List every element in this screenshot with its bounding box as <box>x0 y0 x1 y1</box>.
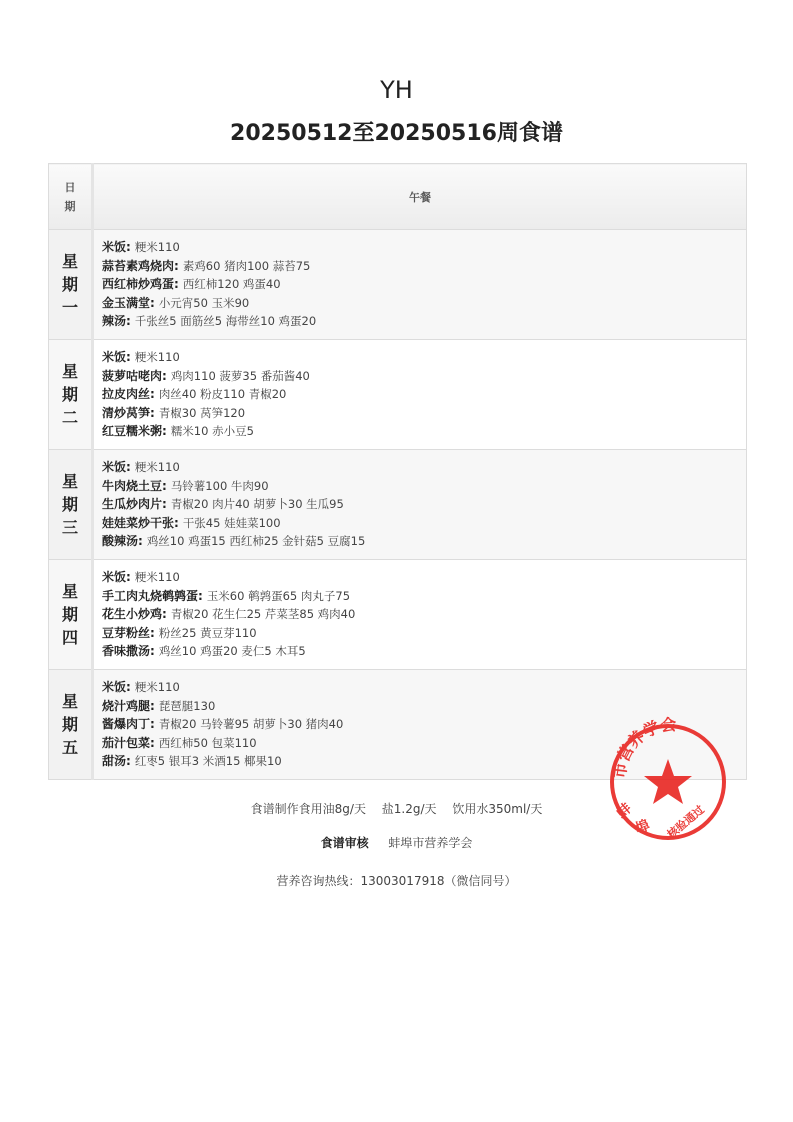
dish-ingredients: 鸡肉110 菠萝35 番茄酱40 <box>170 368 310 383</box>
weekday-char: 期 <box>61 385 78 404</box>
lunch-column-header: 午餐 <box>93 164 747 230</box>
table-row <box>49 230 747 340</box>
dish-line <box>102 495 738 514</box>
lunch-cell <box>93 340 747 450</box>
dish-line <box>102 587 738 606</box>
dish-name: 手工肉丸烧鹌鹑蛋: <box>102 588 203 603</box>
weekday-char: 星 <box>61 362 78 381</box>
dish-ingredients: 玉米60 鹌鹑蛋65 肉丸子75 <box>206 588 351 603</box>
svg-text:核验通过: 核验通过 <box>664 802 707 842</box>
weekday-char: 一 <box>61 298 78 317</box>
dish-line <box>102 458 738 477</box>
dish-name: 米饭: <box>102 240 131 254</box>
weekday-char: 期 <box>61 605 78 624</box>
weekday-char: 二 <box>61 408 78 427</box>
dish-ingredients: 干张45 娃娃菜100 <box>182 515 281 530</box>
dish-ingredients: 千张丝5 面筋丝5 海带丝10 鸡蛋20 <box>134 314 317 328</box>
official-seal-stamp <box>608 709 728 859</box>
dish-line <box>102 367 738 386</box>
dish-ingredients: 青椒20 马铃薯95 胡萝卜30 猪肉40 <box>158 717 344 731</box>
dish-ingredients: 粳米110 <box>134 240 180 254</box>
dish-name: 豆芽粉丝: <box>102 625 155 640</box>
seal-star-icon <box>644 759 692 804</box>
review-label: 食谱审核 <box>320 836 369 850</box>
svg-text:蚌: 蚌 <box>613 800 635 822</box>
weekday-cell <box>49 340 93 450</box>
dish-line <box>102 605 738 624</box>
weekday-char: 期 <box>61 275 78 294</box>
dish-ingredients: 鸡丝10 鸡蛋15 西红柿25 金针菇5 豆腐15 <box>146 534 366 548</box>
dish-name: 生瓜炒肉片: <box>102 497 167 511</box>
dish-line <box>102 257 738 276</box>
dish-name: 烧汁鸡腿: <box>102 698 155 713</box>
dish-ingredients: 西红柿120 鸡蛋40 <box>182 277 281 291</box>
dish-line <box>102 422 738 441</box>
dish-name: 拉皮肉丝: <box>102 387 155 401</box>
dish-name: 酸辣汤: <box>102 534 143 548</box>
dish-line <box>102 568 738 587</box>
weekday-char: 期 <box>61 715 78 734</box>
dish-name: 米饭: <box>102 570 131 584</box>
weekday-char: 五 <box>61 738 78 757</box>
dish-line <box>102 642 738 661</box>
dish-line <box>102 532 738 551</box>
weekday-char: 星 <box>61 472 78 491</box>
dish-name: 菠萝咕咾肉: <box>102 368 167 383</box>
dish-name: 牛肉烧土豆: <box>102 478 167 493</box>
svg-text:埠: 埠 <box>633 817 653 838</box>
dish-line <box>102 312 738 331</box>
dish-line <box>102 514 738 533</box>
dish-ingredients: 粉丝25 黄豆芽110 <box>158 625 257 640</box>
dish-line <box>102 275 738 294</box>
dish-name: 花生小炒鸡: <box>102 607 167 621</box>
weekday-cell <box>49 230 93 340</box>
dish-ingredients: 素鸡60 猪肉100 蒜苔75 <box>182 258 311 273</box>
dish-line <box>102 238 738 257</box>
lunch-cell <box>93 450 747 560</box>
dish-ingredients: 西红柿50 包菜110 <box>158 735 257 750</box>
dish-name: 茄汁包菜: <box>102 735 155 750</box>
dish-name: 金玉满堂: <box>102 295 155 310</box>
dish-ingredients: 鸡丝10 鸡蛋20 麦仁5 木耳5 <box>158 644 306 658</box>
table-row <box>49 560 747 670</box>
dish-name: 香味撒汤: <box>102 644 155 658</box>
dish-name: 酱爆肉丁: <box>102 717 155 731</box>
hotline: 营养咨询热线：13003017918（微信同号） <box>276 874 517 888</box>
dish-line <box>102 477 738 496</box>
dish-ingredients: 红枣5 银耳3 米酒15 椰果10 <box>134 754 282 768</box>
weekday-char: 星 <box>61 252 78 271</box>
dish-ingredients: 青椒30 莴笋120 <box>158 405 246 420</box>
dish-ingredients: 粳米110 <box>134 460 180 474</box>
menu-table <box>48 163 747 780</box>
weekday-char: 四 <box>61 628 78 647</box>
dish-name: 米饭: <box>102 350 131 364</box>
water-note: 饮用水350ml/天 <box>452 802 543 816</box>
weekday-cell <box>49 560 93 670</box>
dish-line <box>102 294 738 313</box>
weekday-cell <box>49 670 93 780</box>
svg-text:市营养学会: 市营养学会 <box>609 714 678 780</box>
dish-name: 清炒莴笋: <box>102 405 155 420</box>
dish-ingredients: 肉丝40 粉皮110 青椒20 <box>158 387 287 401</box>
dish-name: 娃娃菜炒干张: <box>102 515 179 530</box>
dish-name: 甜汤: <box>102 754 131 768</box>
dish-line <box>102 624 738 643</box>
dish-name: 米饭: <box>102 460 131 474</box>
page-title: 20250512至20250516周食谱 <box>230 121 563 146</box>
lunch-cell <box>93 230 747 340</box>
dish-line <box>102 348 738 367</box>
dish-ingredients: 青椒20 肉片40 胡萝卜30 生瓜95 <box>170 497 344 511</box>
dish-name: 米饭: <box>102 680 131 694</box>
dish-name: 辣汤: <box>102 314 131 328</box>
day-column-header: 日 期 <box>49 164 93 230</box>
dish-ingredients: 粳米110 <box>134 680 180 694</box>
weekday-char: 星 <box>61 582 78 601</box>
dish-ingredients: 马铃薯100 牛肉90 <box>170 478 269 493</box>
weekday-cell <box>49 450 93 560</box>
weekday-char: 三 <box>61 518 78 537</box>
dish-name: 西红柿炒鸡蛋: <box>102 277 179 291</box>
weekday-char: 期 <box>61 495 78 514</box>
oil-note: 食谱制作食用油8g/天 <box>250 802 366 816</box>
dish-line <box>102 404 738 423</box>
table-row <box>49 450 747 560</box>
lunch-cell <box>93 560 747 670</box>
table-row <box>49 340 747 450</box>
salt-note: 盐1.2g/天 <box>381 802 437 816</box>
dish-ingredients: 粳米110 <box>134 350 180 364</box>
review-org: 蚌埠市营养学会 <box>388 836 473 850</box>
dish-ingredients: 琵琶腿130 <box>158 698 216 713</box>
dish-line <box>102 678 738 697</box>
dish-ingredients: 糯米10 赤小豆5 <box>170 424 254 438</box>
dish-ingredients: 青椒20 花生仁25 芹菜茎85 鸡肉40 <box>170 607 356 621</box>
org-title: YH <box>380 76 413 104</box>
weekday-char: 星 <box>61 692 78 711</box>
dish-name: 红豆糯米粥: <box>102 424 167 438</box>
dish-ingredients: 小元宵50 玉米90 <box>158 295 250 310</box>
dish-ingredients: 粳米110 <box>134 570 180 584</box>
table-header-row <box>49 164 747 230</box>
dish-line <box>102 385 738 404</box>
dish-name: 蒜苔素鸡烧肉: <box>102 258 179 273</box>
